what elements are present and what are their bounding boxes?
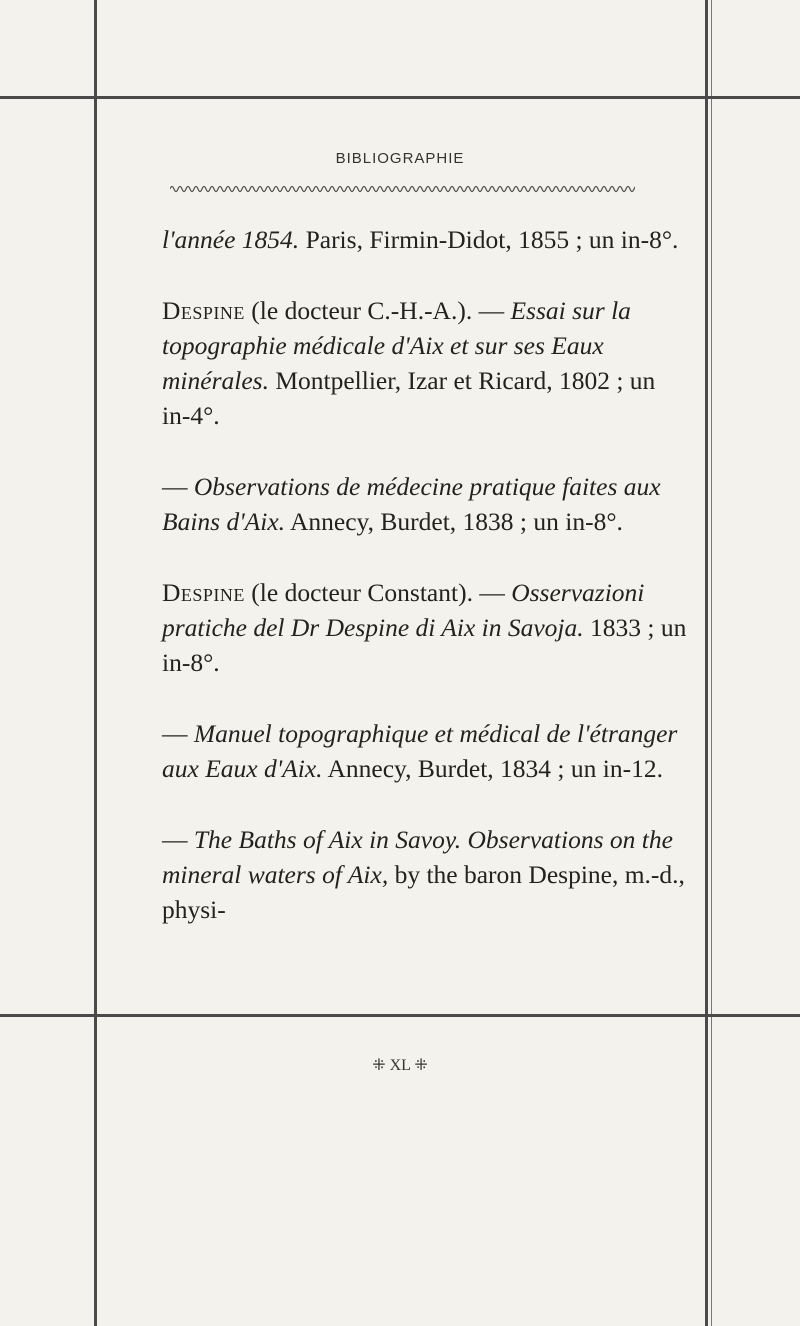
running-head: BIBLIOGRAPHIE xyxy=(335,150,465,167)
entry-2-author: Despine xyxy=(162,296,245,325)
entry-3-title: Observations de médecine pratique faites aux Bains d'Aix. xyxy=(162,472,661,536)
left-margin-rule xyxy=(94,0,97,1326)
entry-5 xyxy=(162,716,687,786)
wavy-ornament-rule xyxy=(170,182,635,196)
entry-4 xyxy=(162,575,687,680)
entry-6-dash: — xyxy=(162,825,194,854)
entry-2-title: Essai sur la topographie médicale d'Aix et sur ses Eaux minérales. xyxy=(162,296,631,395)
entry-6 xyxy=(162,822,687,927)
entry-4-author: Despine xyxy=(162,578,245,607)
page-folio: ⁜ XL ⁜ xyxy=(372,1057,428,1074)
entry-2 xyxy=(162,293,687,433)
entry-3-imprint: Annecy, Burdet, 1838 ; un in-8°. xyxy=(285,507,623,536)
entry-2-imprint: Montpellier, Izar et Ricard, 1802 ; un in-4°. xyxy=(162,366,656,430)
entry-3 xyxy=(162,469,687,539)
right-margin-rule-thin xyxy=(711,0,712,1326)
entry-4-imprint: 1833 ; un in-8°. xyxy=(162,613,687,677)
entry-3-dash: — xyxy=(162,472,194,501)
entry-6-title: The Baths of Aix in Savoy. Observations on the mineral waters of Aix, xyxy=(162,825,673,889)
top-rule xyxy=(0,96,800,99)
entry-5-imprint: Annecy, Burdet, 1834 ; un in-12. xyxy=(322,754,663,783)
entry-5-title: Manuel topographique et médical de l'étranger aux Eaux d'Aix. xyxy=(162,719,678,783)
entry-2-span-1: (le docteur C.-H.-A.). — xyxy=(244,296,511,325)
entry-4-title: Osservazioni pratiche del Dr Despine di Aix in Savoja. xyxy=(162,578,645,642)
entry-1 xyxy=(162,222,687,257)
entry-1-span-0: l'année 1854. xyxy=(162,225,300,254)
bibliography-text xyxy=(162,222,687,963)
entry-1-span-1: Paris, Firmin-Didot, 1855 ; un in-8°. xyxy=(299,225,679,254)
entry-4-span-1: (le docteur Constant). — xyxy=(244,578,512,607)
entry-6-imprint: by the baron Despine, m.-d., physi- xyxy=(162,860,685,924)
bottom-rule xyxy=(0,1014,800,1017)
right-margin-rule xyxy=(705,0,708,1326)
entry-5-dash: — xyxy=(162,719,194,748)
